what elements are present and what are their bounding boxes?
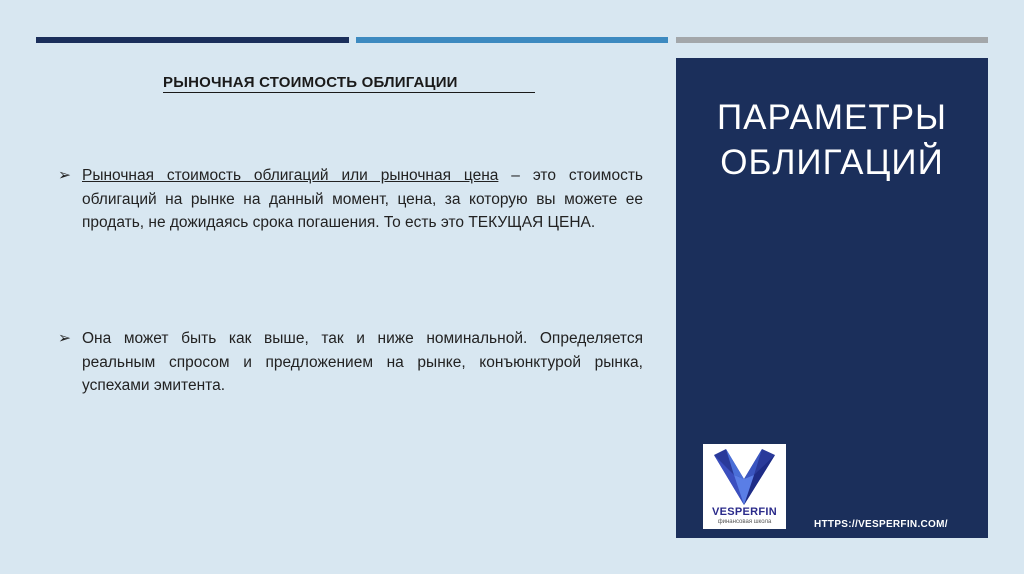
vesperfin-logo (703, 444, 786, 529)
top-bar-navy (36, 37, 349, 43)
panel-title (676, 95, 988, 185)
slide-heading: РЫНОЧНАЯ СТОИМОСТЬ ОБЛИГАЦИИ (163, 74, 535, 93)
bullet-lead: Рыночная стоимость облигаций или рыночная цена (82, 167, 499, 184)
panel-title-line: ПАРАМЕТРЫ (716, 98, 948, 137)
bullet-body: Она может быть как выше, так и ниже номинальной. Определяется реальным спросом и предложением на рынке, конъюнктурой рынка, успехами эмитента. (82, 330, 643, 394)
logo-name: VESPERFIN (711, 506, 778, 518)
v-logo-icon (714, 449, 775, 505)
site-url-link[interactable]: HTTPS://VESPERFIN.COM/ (814, 519, 948, 530)
bullet-item (58, 164, 643, 235)
arrow-bullet-icon: ➢ (58, 167, 71, 184)
side-panel (676, 58, 988, 538)
arrow-bullet-icon: ➢ (58, 330, 71, 347)
top-bar-gray (676, 37, 988, 43)
bullet-body: – это стоимость облигаций на рынке на данный момент, цена, за которую вы можете ее продать, не дожидаясь срока погашения. То есть это ТЕКУЩАЯ ЦЕНА. (82, 167, 643, 231)
panel-title-line: ОБЛИГАЦИЙ (720, 143, 944, 182)
bullet-text (82, 327, 643, 398)
bullet-text (82, 164, 643, 235)
top-bar-blue (356, 37, 668, 43)
logo-subtitle: финансовая школа (717, 519, 772, 525)
bullet-item (58, 327, 643, 398)
